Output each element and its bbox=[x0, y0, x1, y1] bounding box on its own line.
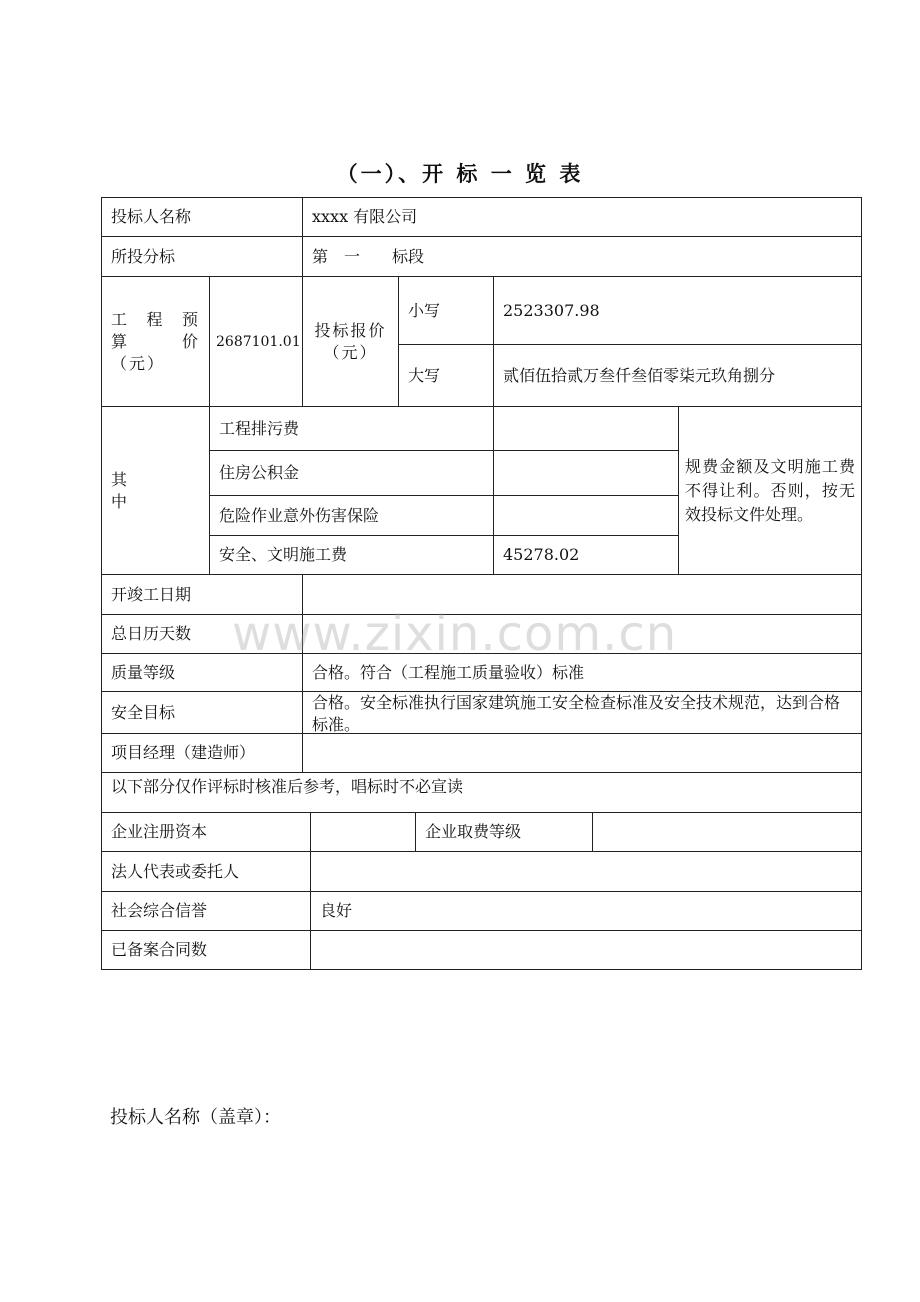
including-item-name bbox=[209, 450, 494, 496]
quote-label-text: 投标报价（元） bbox=[314, 320, 387, 362]
quality-value-text: 合格。符合（工程施工质量验收）标准 bbox=[312, 662, 585, 682]
safety-label-text: 安全目标 bbox=[111, 702, 176, 722]
including-item-name-text: 危险作业意外伤害保险 bbox=[219, 505, 380, 525]
section-value-text: 第 一 标段 bbox=[312, 246, 425, 266]
page-title: （一）、开 标 一 览 表 bbox=[336, 161, 584, 186]
including-item-value bbox=[493, 535, 679, 575]
fee-note-text: 规费金额及文明施工费不得让利。否则，按无效投标文件处理。 bbox=[685, 456, 855, 524]
period-label bbox=[101, 574, 303, 615]
fee-grade-value bbox=[592, 812, 862, 852]
fee-note bbox=[678, 406, 862, 575]
small-label bbox=[398, 276, 494, 345]
bidder-name-label bbox=[101, 197, 303, 237]
credit-value-text: 良好 bbox=[320, 901, 353, 920]
big-label bbox=[398, 344, 494, 407]
legal-label bbox=[101, 851, 311, 892]
budget-value-text: 2687101.01 bbox=[216, 333, 301, 350]
safety-label bbox=[101, 691, 303, 734]
bidder-name-value bbox=[302, 197, 862, 237]
small-label-text: 小写 bbox=[408, 300, 441, 320]
big-value bbox=[493, 344, 862, 407]
fee-grade-label-text: 企业取费等级 bbox=[425, 822, 522, 841]
quote-label bbox=[302, 276, 399, 407]
safety-value bbox=[302, 691, 862, 734]
reference-note bbox=[101, 772, 862, 813]
including-item-name bbox=[209, 495, 494, 536]
manager-value bbox=[302, 733, 862, 773]
contracts-value bbox=[310, 930, 862, 970]
contracts-label-text: 已备案合同数 bbox=[111, 940, 208, 959]
manager-label bbox=[101, 733, 303, 773]
small-value bbox=[493, 276, 862, 345]
days-label-text: 总日历天数 bbox=[111, 624, 192, 643]
capital-label-text: 企业注册资本 bbox=[111, 822, 208, 841]
including-item-name bbox=[209, 535, 494, 575]
period-label-text: 开竣工日期 bbox=[111, 584, 192, 604]
contracts-label bbox=[101, 930, 311, 970]
section-value bbox=[302, 236, 862, 277]
fee-grade-label bbox=[415, 812, 593, 852]
bidder-seal-line: 投标人名称（盖章）： bbox=[110, 1107, 281, 1128]
credit-label-text: 社会综合信誉 bbox=[111, 901, 208, 920]
big-value-text: 贰佰伍拾贰万叁仟叁佰零柒元玖角捌分 bbox=[503, 365, 776, 385]
including-item-name bbox=[209, 406, 494, 451]
capital-value bbox=[310, 812, 416, 852]
budget-label-text: 工 程 预 算 价（元） bbox=[111, 309, 200, 373]
section-label bbox=[101, 236, 303, 277]
including-item-value-text: 45278.02 bbox=[503, 545, 580, 564]
manager-label-text: 项目经理（建造师） bbox=[111, 743, 256, 762]
days-value bbox=[302, 614, 862, 654]
legal-label-text: 法人代表或委托人 bbox=[111, 861, 240, 881]
including-item-value bbox=[493, 406, 679, 451]
small-value-text: 2523307.98 bbox=[503, 300, 600, 320]
legal-value bbox=[310, 851, 862, 892]
capital-label bbox=[101, 812, 311, 852]
period-value bbox=[302, 574, 862, 615]
section-label-text: 所投分标 bbox=[111, 246, 176, 266]
bidder-name-label-text: 投标人名称 bbox=[111, 207, 192, 226]
watermark: www.zixin.com.cn bbox=[232, 606, 678, 662]
including-item-name-text: 安全、文明施工费 bbox=[219, 545, 348, 564]
including-label bbox=[101, 406, 210, 575]
bidder-name-value-text: xxxx 有限公司 bbox=[312, 207, 418, 226]
including-item-name-text: 工程排污费 bbox=[219, 418, 300, 438]
including-item-value bbox=[493, 450, 679, 496]
reference-note-text: 以下部分仅作评标时核准后参考，唱标时不必宣读 bbox=[111, 777, 464, 796]
quality-label-text: 质量等级 bbox=[111, 662, 176, 682]
credit-value bbox=[310, 891, 862, 931]
credit-label bbox=[101, 891, 311, 931]
days-label bbox=[101, 614, 303, 654]
big-label-text: 大写 bbox=[408, 365, 441, 385]
quality-label bbox=[101, 653, 303, 692]
safety-value-text: 合格。安全标准执行国家建筑施工安全检查标准及安全技术规范，达到合格标准。 bbox=[312, 693, 841, 734]
including-label-text: 其 中 bbox=[111, 469, 128, 511]
including-item-name-text: 住房公积金 bbox=[219, 463, 300, 482]
budget-value bbox=[209, 276, 303, 407]
quality-value bbox=[302, 653, 862, 692]
budget-label bbox=[101, 276, 210, 407]
including-item-value bbox=[493, 495, 679, 536]
